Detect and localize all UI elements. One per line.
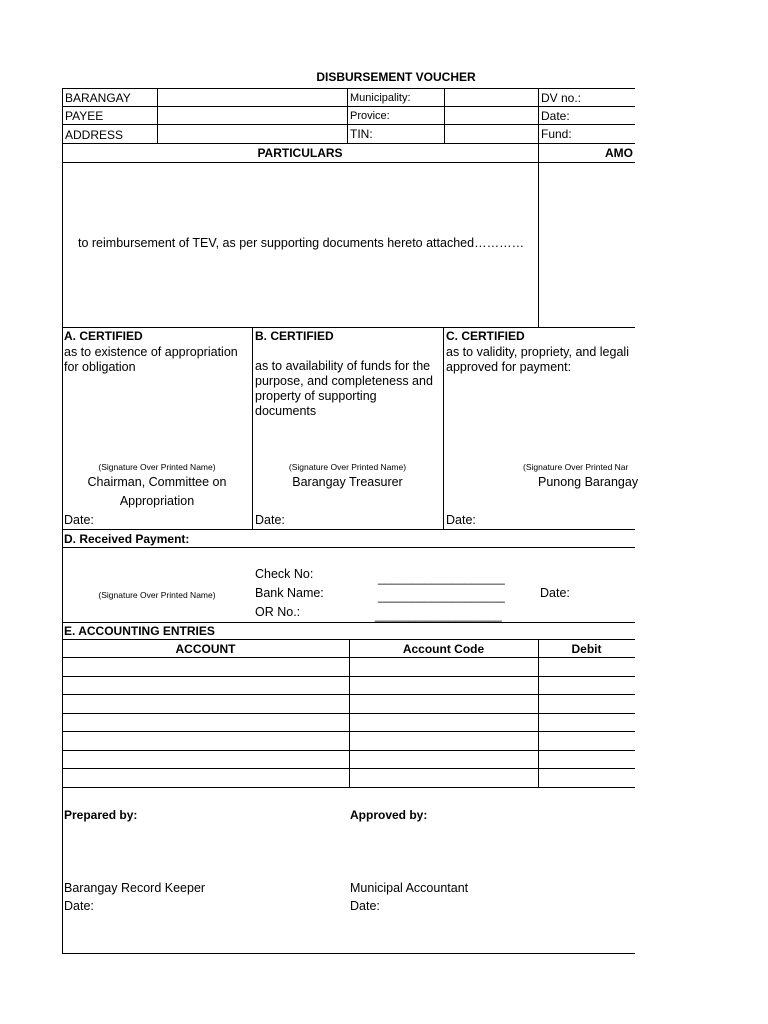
certified-a-date-label: Date: xyxy=(64,513,94,527)
table-row xyxy=(62,787,635,788)
approved-by-label: Approved by: xyxy=(350,808,428,822)
col-header-debit: Debit xyxy=(571,642,602,656)
amount-header: AMO xyxy=(605,146,633,160)
certified-a-text: as to existence of appropriation for obligation xyxy=(64,345,238,374)
certified-b-role: Barangay Treasurer xyxy=(292,475,403,489)
certified-b-date-label: Date: xyxy=(255,513,285,527)
prepared-by-label: Prepared by: xyxy=(64,808,138,822)
received-border-bottom xyxy=(62,622,635,623)
header-col-divider-2 xyxy=(347,88,348,143)
received-date-label: Date: xyxy=(540,586,570,600)
col-header-account: ACCOUNT xyxy=(175,642,236,656)
certified-a-title: A. CERTIFIED xyxy=(64,329,143,343)
dv-no-label: DV no.: xyxy=(541,91,582,105)
bank-name-label: Bank Name: xyxy=(255,586,324,600)
header-row-divider-1 xyxy=(62,106,635,107)
header-row-divider-2 xyxy=(62,124,635,125)
certified-border-bottom xyxy=(62,529,635,530)
header-date-label: Date: xyxy=(541,109,570,123)
prepared-by-role: Barangay Record Keeper xyxy=(64,881,206,895)
header-border-top xyxy=(62,88,635,89)
or-no-line: ___________________ xyxy=(375,608,502,622)
received-payment-title: D. Received Payment: xyxy=(64,532,190,546)
certified-col-divider-1 xyxy=(252,327,253,529)
accounting-entries-title: E. ACCOUNTING ENTRIES xyxy=(64,624,215,638)
certified-c-role: Punong Barangay xyxy=(538,475,639,489)
received-signature-caption: (Signature Over Printed Name) xyxy=(98,590,216,600)
table-row xyxy=(62,694,635,695)
municipality-label: Municipality: xyxy=(350,92,411,104)
form-left-border xyxy=(62,88,63,953)
table-row xyxy=(62,676,635,677)
certified-c-signature-caption: (Signature Over Printed Nar xyxy=(523,462,629,472)
particulars-text: to reimbursement of TEV, as per supporting documents hereto attached………… xyxy=(78,236,525,250)
certified-b-text: as to availability of funds for the purpose, and completeness and property of supporting documents xyxy=(255,359,433,418)
table-row xyxy=(62,750,635,751)
address-label: ADDRESS xyxy=(65,128,124,142)
page-title: DISBURSEMENT VOUCHER xyxy=(316,70,476,84)
certified-border-top xyxy=(62,327,635,328)
certified-b-title: B. CERTIFIED xyxy=(255,329,334,343)
prepared-by-date-label: Date: xyxy=(64,899,94,913)
fund-label: Fund: xyxy=(541,127,572,141)
header-border-bottom xyxy=(62,143,635,144)
check-no-line: ___________________ xyxy=(378,571,505,585)
certified-a-role-line-2: Appropriation xyxy=(119,494,195,508)
barangay-label: BARANGAY xyxy=(65,91,131,105)
province-label: Provice: xyxy=(350,110,390,122)
bank-name-line: ___________________ xyxy=(378,589,505,603)
approved-by-role: Municipal Accountant xyxy=(350,881,469,895)
tin-label: TIN: xyxy=(350,127,373,141)
particulars-header: PARTICULARS xyxy=(257,146,343,160)
payee-label: PAYEE xyxy=(65,109,104,123)
certified-c-date-label: Date: xyxy=(446,513,476,527)
header-col-divider-1 xyxy=(157,88,158,143)
particulars-header-divider xyxy=(62,162,635,163)
form-bottom-border xyxy=(62,953,635,954)
certified-a-signature-caption: (Signature Over Printed Name) xyxy=(98,462,216,472)
col-header-account-code: Account Code xyxy=(402,642,485,656)
check-no-label: Check No: xyxy=(255,567,314,581)
header-col-divider-4 xyxy=(538,88,539,327)
table-row xyxy=(62,713,635,714)
certified-a-role-line-1: Chairman, Committee on xyxy=(87,475,227,489)
approved-by-date-label: Date: xyxy=(350,899,380,913)
table-row xyxy=(62,731,635,732)
certified-c-title: C. CERTIFIED xyxy=(446,329,525,343)
table-row xyxy=(62,657,635,658)
certified-c-text-line-1: as to validity, propriety, and legali xyxy=(446,345,629,359)
or-no-label: OR No.: xyxy=(255,605,301,619)
certified-b-signature-caption: (Signature Over Printed Name) xyxy=(288,462,407,472)
header-col-divider-3 xyxy=(444,88,445,143)
certified-col-divider-2 xyxy=(443,327,444,529)
received-header-divider xyxy=(62,547,635,548)
table-row xyxy=(62,768,635,769)
certified-c-text-line-2: approved for payment: xyxy=(446,360,572,374)
